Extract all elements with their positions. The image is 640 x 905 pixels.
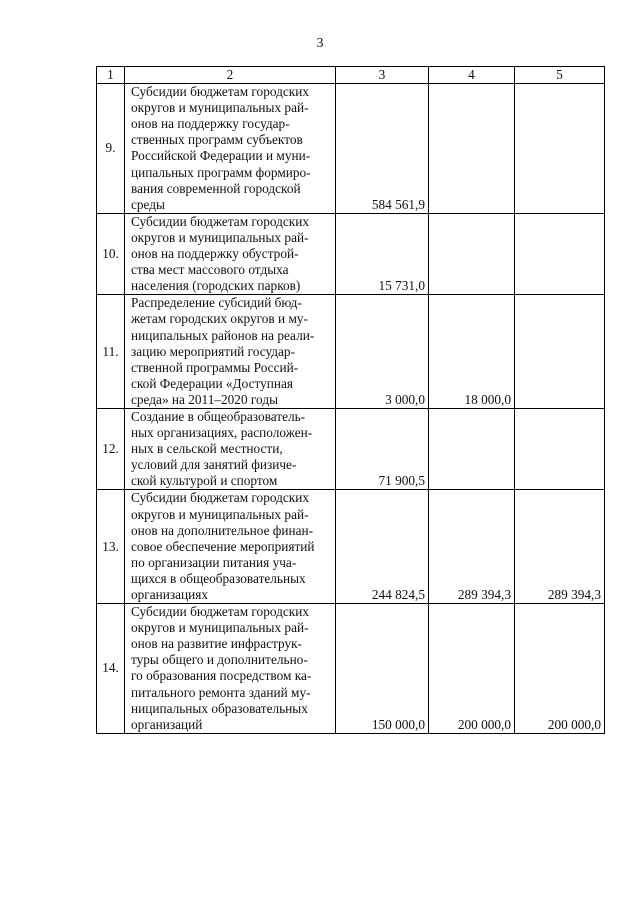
row-value-col-4: 289 394,3 xyxy=(429,490,515,604)
row-value-col-3: 244 824,5 xyxy=(336,490,429,604)
row-value-col-4: 18 000,0 xyxy=(429,295,515,409)
table-row xyxy=(97,604,605,734)
row-value-col-3: 3 000,0 xyxy=(336,295,429,409)
description-line: ственных программ субъектов xyxy=(131,132,303,148)
description-line: го образования посредством ка- xyxy=(131,668,312,684)
table-row xyxy=(97,213,605,294)
description-line: Распределение субсидий бюд- xyxy=(131,295,302,311)
row-description xyxy=(125,490,336,604)
description-line: жетам городских округов и му- xyxy=(131,311,308,327)
header-row xyxy=(97,67,605,84)
subsidy-table xyxy=(96,66,605,734)
row-description xyxy=(125,295,336,409)
description-line: условий для занятий физиче- xyxy=(131,457,297,473)
table-row xyxy=(97,408,605,489)
description-line: Субсидии бюджетам городских xyxy=(131,84,310,100)
row-number: 12. xyxy=(97,408,125,489)
row-value-col-4 xyxy=(429,84,515,214)
header-col-4: 4 xyxy=(429,67,515,84)
header-col-3: 3 xyxy=(336,67,429,84)
description-line: онов на развитие инфраструк- xyxy=(131,636,302,652)
description-line: округов и муниципальных рай- xyxy=(131,506,309,522)
table-row xyxy=(97,84,605,214)
description-line: по организации питания уча- xyxy=(131,554,297,570)
description-line: ства мест массового отдыха xyxy=(131,262,289,278)
row-value-col-4: 200 000,0 xyxy=(429,604,515,734)
row-number: 13. xyxy=(97,490,125,604)
description-line: щихся в общеобразовательных xyxy=(131,570,306,586)
row-value-col-3: 71 900,5 xyxy=(336,408,429,489)
description-line: питального ремонта зданий му- xyxy=(131,684,311,700)
description-line: ных в сельской местности, xyxy=(131,441,283,457)
row-number: 14. xyxy=(97,604,125,734)
description-line: вания современной городской xyxy=(131,180,301,196)
description-line: Субсидии бюджетам городских xyxy=(131,213,310,229)
row-value-col-4 xyxy=(429,213,515,294)
row-description xyxy=(125,213,336,294)
row-value-col-5 xyxy=(515,84,605,214)
description-line: округов и муниципальных рай- xyxy=(131,620,309,636)
row-number: 9. xyxy=(97,84,125,214)
page-number: 3 xyxy=(316,36,324,51)
description-line: ской культурой и спортом xyxy=(131,473,278,489)
description-line: округов и муниципальных рай- xyxy=(131,100,309,116)
row-value-col-5 xyxy=(515,408,605,489)
row-value-col-3: 15 731,0 xyxy=(336,213,429,294)
table-row xyxy=(97,295,605,409)
row-value-col-5 xyxy=(515,213,605,294)
row-value-col-5: 289 394,3 xyxy=(515,490,605,604)
description-line: организациях xyxy=(131,587,209,602)
description-line: совое обеспечение мероприятий xyxy=(131,538,315,554)
description-line: среды xyxy=(131,196,165,212)
description-line: ципальных программ формиро- xyxy=(131,164,311,180)
table-row xyxy=(97,490,605,604)
description-line: онов на поддержку обустрой- xyxy=(131,246,299,262)
row-value-col-4 xyxy=(429,408,515,489)
description-line: онов на поддержку государ- xyxy=(131,116,290,132)
header-col-1: 1 xyxy=(97,67,125,84)
description-line: ственной программы Россий- xyxy=(131,359,299,375)
description-line: ской Федерации «Доступная xyxy=(131,375,294,391)
description-line: Создание в общеобразователь- xyxy=(131,408,306,424)
description-line: округов и муниципальных рай- xyxy=(131,229,309,245)
row-value-col-5: 200 000,0 xyxy=(515,604,605,734)
description-line: онов на дополнительное финан- xyxy=(131,522,314,538)
description-line: Субсидии бюджетам городских xyxy=(131,490,310,506)
header-col-5: 5 xyxy=(515,67,605,84)
row-description xyxy=(125,604,336,734)
header-col-2: 2 xyxy=(125,67,336,84)
row-description xyxy=(125,84,336,214)
row-value-col-3: 150 000,0 xyxy=(336,604,429,734)
description-line: зацию мероприятий государ- xyxy=(131,343,296,359)
row-value-col-3: 584 561,9 xyxy=(336,84,429,214)
description-line: населения (городских парков) xyxy=(131,278,301,294)
description-line: Субсидии бюджетам городских xyxy=(131,604,310,620)
description-line: ниципальных районов на реали- xyxy=(131,327,315,343)
description-line: туры общего и дополнительно- xyxy=(131,652,308,668)
description-line: среда» на 2011–2020 годы xyxy=(131,391,279,407)
row-number: 11. xyxy=(97,295,125,409)
description-line: ниципальных образовательных xyxy=(131,700,308,716)
description-line: Российской Федерации и муни- xyxy=(131,148,311,164)
row-value-col-5 xyxy=(515,295,605,409)
row-number: 10. xyxy=(97,213,125,294)
description-line: организаций xyxy=(131,716,203,732)
row-description xyxy=(125,408,336,489)
description-line: ных организациях, расположен- xyxy=(131,425,313,441)
